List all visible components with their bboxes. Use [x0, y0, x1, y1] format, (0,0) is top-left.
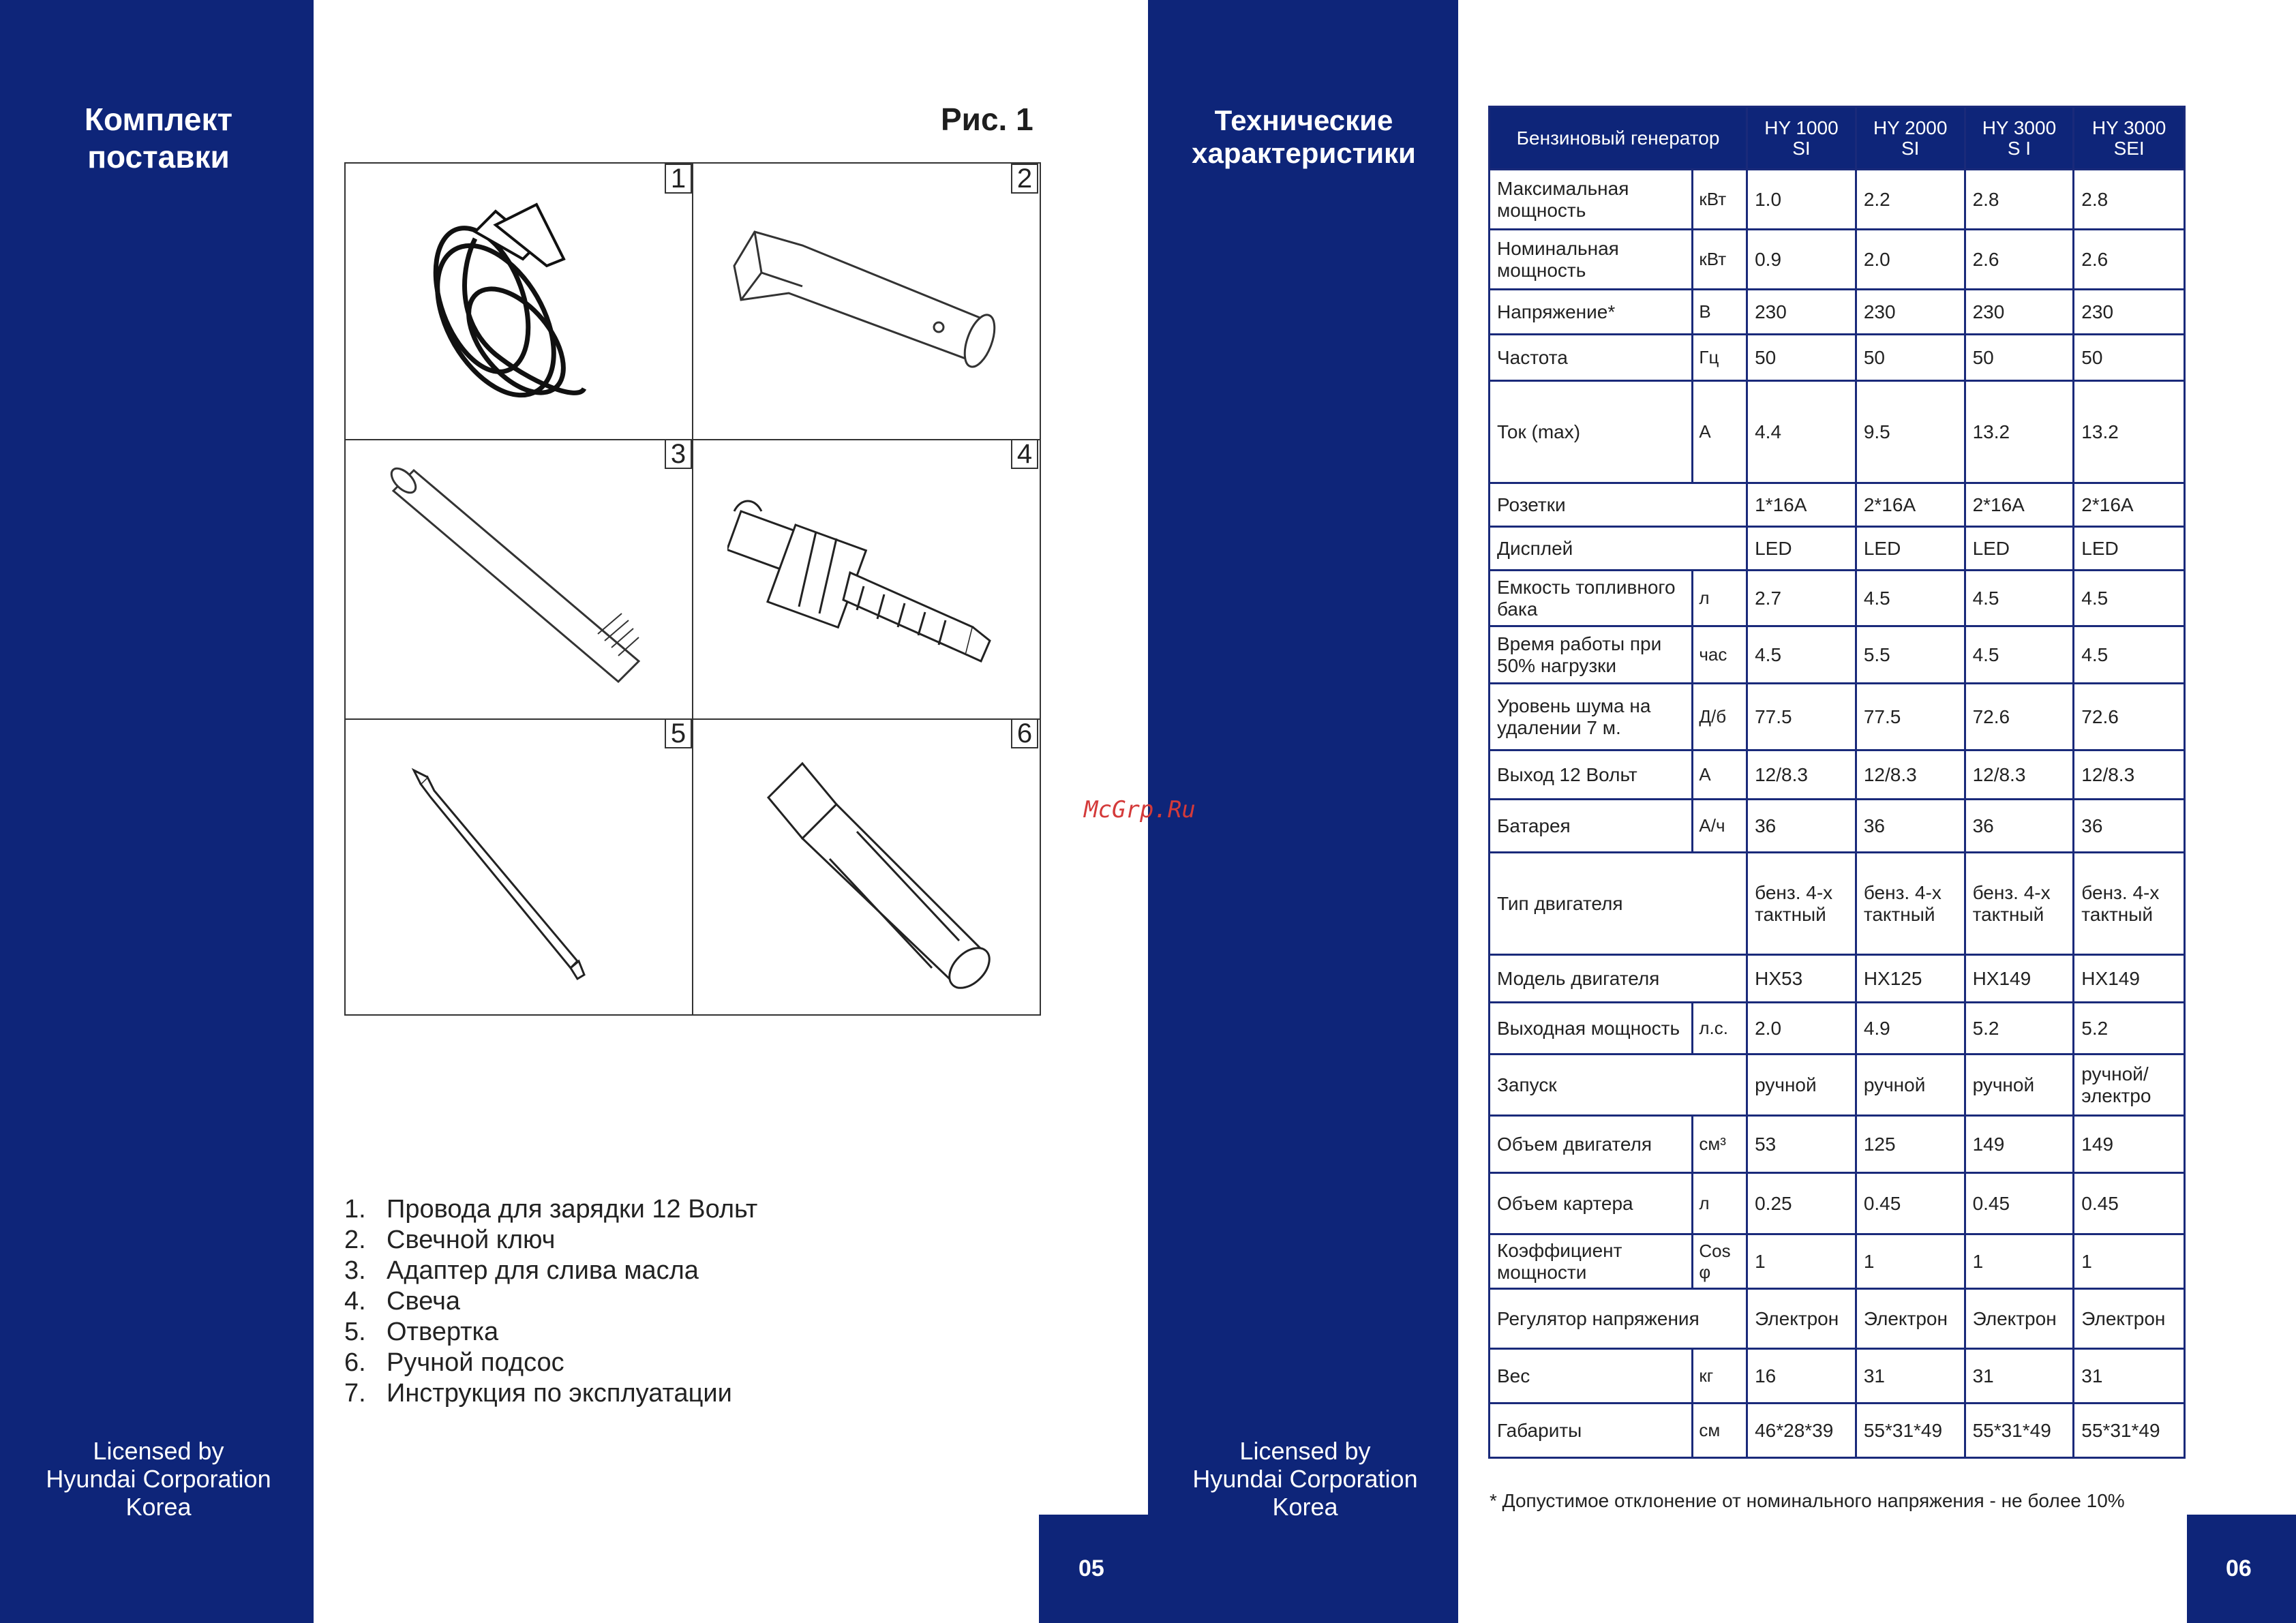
- value-cell: 72.6: [1965, 684, 2074, 750]
- value-cell: Электрон: [2074, 1289, 2185, 1349]
- right-section-title-line2: характеристики: [1192, 137, 1416, 169]
- param-cell: Розетки: [1490, 483, 1747, 527]
- value-cell: ручной: [1747, 1055, 1856, 1116]
- value-cell: 13.2: [1965, 381, 2074, 483]
- value-cell: 125: [1856, 1116, 1965, 1173]
- value-cell: 4.4: [1747, 381, 1856, 483]
- grid-divider-h1: [346, 439, 1040, 440]
- model-header: HY 1000 SI: [1747, 107, 1856, 170]
- value-cell: 1*16A: [1747, 483, 1856, 527]
- value-cell: бенз. 4-х тактный: [2074, 853, 2185, 955]
- unit-cell: А: [1693, 750, 1747, 800]
- value-cell: LED: [1856, 527, 1965, 571]
- value-cell: 0.45: [2074, 1173, 2185, 1234]
- value-cell: 50: [1856, 335, 1965, 381]
- param-cell: Вес: [1490, 1349, 1693, 1404]
- spark-plug-wrench-illustration: [727, 218, 1014, 395]
- unit-cell: Д/б: [1693, 684, 1747, 750]
- param-cell: Регулятор напряжения: [1490, 1289, 1747, 1349]
- list-item: 4. Свеча: [344, 1287, 461, 1316]
- value-cell: 1: [2074, 1234, 2185, 1289]
- left-sidebar: [0, 0, 314, 1623]
- value-cell: 31: [2074, 1349, 2185, 1404]
- value-cell: ручной: [1856, 1055, 1965, 1116]
- value-cell: 2.8: [1965, 170, 2074, 230]
- figure-number-2: 2: [1011, 164, 1038, 194]
- value-cell: 31: [1856, 1349, 1965, 1404]
- table-row: [1490, 335, 2185, 381]
- table-row: [1490, 1349, 2185, 1404]
- value-cell: 4.5: [2074, 626, 2185, 684]
- value-cell: бенз. 4-х тактный: [1965, 853, 2074, 955]
- table-row: [1490, 381, 2185, 483]
- param-cell: Объем двигателя: [1490, 1116, 1693, 1173]
- spark-plug-illustration: [727, 484, 1014, 675]
- value-cell: 55*31*49: [2074, 1404, 2185, 1458]
- figure-number-3: 3: [665, 439, 692, 469]
- value-cell: 5.2: [2074, 1003, 2185, 1055]
- param-cell: Батарея: [1490, 800, 1693, 853]
- value-cell: бенз. 4-х тактный: [1747, 853, 1856, 955]
- grid-divider-h2: [346, 718, 1040, 720]
- param-cell: Ток (max): [1490, 381, 1693, 483]
- table-row: [1490, 1289, 2185, 1349]
- value-cell: 9.5: [1856, 381, 1965, 483]
- value-cell: 12/8.3: [2074, 750, 2185, 800]
- unit-cell: Cos φ: [1693, 1234, 1747, 1289]
- table-row: [1490, 571, 2185, 626]
- value-cell: ручной/ электро: [2074, 1055, 2185, 1116]
- value-cell: 77.5: [1747, 684, 1856, 750]
- grid-divider-vertical: [692, 164, 693, 1014]
- model-header: HY 2000 SI: [1856, 107, 1965, 170]
- param-cell: Частота: [1490, 335, 1693, 381]
- right-page-number: 06: [2226, 1556, 2252, 1581]
- unit-cell: час: [1693, 626, 1747, 684]
- param-cell: Объем картера: [1490, 1173, 1693, 1234]
- value-cell: 2.0: [1747, 1003, 1856, 1055]
- param-cell: Тип двигателя: [1490, 853, 1747, 955]
- model-header: HY 3000 SEI: [2074, 107, 2185, 170]
- param-cell: Емкость топливного бака: [1490, 571, 1693, 626]
- unit-cell: Гц: [1693, 335, 1747, 381]
- table-row: [1490, 290, 2185, 335]
- figure-number-6: 6: [1011, 718, 1038, 748]
- value-cell: 2*16A: [1856, 483, 1965, 527]
- value-cell: 0.45: [1856, 1173, 1965, 1234]
- value-cell: Электрон: [1856, 1289, 1965, 1349]
- param-cell: Дисплей: [1490, 527, 1747, 571]
- left-license-text: [20, 1437, 297, 1521]
- license-line: Licensed by: [1239, 1437, 1371, 1465]
- unit-cell: л: [1693, 571, 1747, 626]
- screwdriver-illustration: [400, 757, 632, 988]
- value-cell: 230: [2074, 290, 2185, 335]
- value-cell: 12/8.3: [1747, 750, 1856, 800]
- param-cell: Выход 12 Вольт: [1490, 750, 1693, 800]
- value-cell: 149: [2074, 1116, 2185, 1173]
- figure-grid: [344, 162, 1041, 1016]
- right-section-title-line1: Технические: [1214, 104, 1393, 136]
- value-cell: 2.8: [2074, 170, 2185, 230]
- value-cell: 2.6: [2074, 230, 2185, 290]
- value-cell: 2.2: [1856, 170, 1965, 230]
- license-line: Hyundai Corporation: [1192, 1465, 1418, 1493]
- value-cell: 46*28*39: [1747, 1404, 1856, 1458]
- unit-cell: А: [1693, 381, 1747, 483]
- table-row: [1490, 853, 2185, 955]
- footnote: * Допустимое отклонение от номинального напряжения - не более 10%: [1490, 1490, 2125, 1511]
- value-cell: HX125: [1856, 955, 1965, 1003]
- table-row: [1490, 684, 2185, 750]
- table-row: [1490, 800, 2185, 853]
- value-cell: 4.5: [1965, 571, 2074, 626]
- value-cell: 31: [1965, 1349, 2074, 1404]
- list-item: 3. Адаптер для слива масла: [344, 1256, 699, 1285]
- left-section-title-line1: Комплект: [84, 102, 233, 137]
- unit-cell: А/ч: [1693, 800, 1747, 853]
- list-item: 1. Провода для зарядки 12 Вольт: [344, 1195, 758, 1224]
- value-cell: 36: [1747, 800, 1856, 853]
- value-cell: 50: [2074, 335, 2185, 381]
- value-cell: 1: [1965, 1234, 2074, 1289]
- value-cell: 53: [1747, 1116, 1856, 1173]
- value-cell: 4.5: [1856, 571, 1965, 626]
- value-cell: 0.45: [1965, 1173, 2074, 1234]
- value-cell: 1: [1856, 1234, 1965, 1289]
- value-cell: 55*31*49: [1856, 1404, 1965, 1458]
- unit-cell: кВт: [1693, 170, 1747, 230]
- value-cell: 4.5: [1747, 626, 1856, 684]
- value-cell: 230: [1965, 290, 2074, 335]
- charging-cables-illustration: [400, 184, 632, 416]
- value-cell: 2.0: [1856, 230, 1965, 290]
- value-cell: 72.6: [2074, 684, 2185, 750]
- right-section-title: [1173, 104, 1435, 170]
- value-cell: LED: [2074, 527, 2185, 571]
- figure-number-4: 4: [1011, 439, 1038, 469]
- value-cell: 2*16A: [1965, 483, 2074, 527]
- license-line: Korea: [1272, 1493, 1338, 1521]
- value-cell: 230: [1747, 290, 1856, 335]
- value-cell: 0.25: [1747, 1173, 1856, 1234]
- param-cell: Выходная мощность: [1490, 1003, 1693, 1055]
- param-cell: Запуск: [1490, 1055, 1747, 1116]
- value-cell: 36: [1965, 800, 2074, 853]
- unit-cell: см³: [1693, 1116, 1747, 1173]
- param-cell: Максимальная мощность: [1490, 170, 1693, 230]
- table-row: [1490, 955, 2185, 1003]
- value-cell: 2.6: [1965, 230, 2074, 290]
- value-cell: 4.9: [1856, 1003, 1965, 1055]
- table-row: [1490, 230, 2185, 290]
- value-cell: HX149: [2074, 955, 2185, 1003]
- param-cell: Уровень шума на удалении 7 м.: [1490, 684, 1693, 750]
- table-row: [1490, 1116, 2185, 1173]
- unit-cell: В: [1693, 290, 1747, 335]
- figure-number-1: 1: [665, 164, 692, 194]
- unit-cell: л.с.: [1693, 1003, 1747, 1055]
- table-row: [1490, 626, 2185, 684]
- list-item: 7. Инструкция по эксплуатации: [344, 1379, 732, 1408]
- unit-cell: л: [1693, 1173, 1747, 1234]
- spec-table: [1488, 106, 2186, 1459]
- list-item: 5. Отвертка: [344, 1318, 499, 1346]
- param-cell: Напряжение*: [1490, 290, 1693, 335]
- table-row: [1490, 1055, 2185, 1116]
- primer-bulb-illustration: [755, 750, 1014, 995]
- list-item: 6. Ручной подсос: [344, 1348, 564, 1377]
- value-cell: 1.0: [1747, 170, 1856, 230]
- left-page-number: 05: [1078, 1556, 1104, 1581]
- value-cell: 4.5: [2074, 571, 2185, 626]
- value-cell: LED: [1747, 527, 1856, 571]
- value-cell: 36: [2074, 800, 2185, 853]
- table-row: [1490, 1234, 2185, 1289]
- model-header: HY 3000 S I: [1965, 107, 2074, 170]
- value-cell: 4.5: [1965, 626, 2074, 684]
- param-cell: Габариты: [1490, 1404, 1693, 1458]
- figure-label: Рис. 1: [941, 102, 1033, 137]
- unit-cell: см: [1693, 1404, 1747, 1458]
- param-cell: Модель двигателя: [1490, 955, 1747, 1003]
- right-license-text: [1167, 1437, 1443, 1521]
- oil-drain-adapter-illustration: [387, 464, 659, 695]
- value-cell: 36: [1856, 800, 1965, 853]
- param-cell: Время работы при 50% нагрузки: [1490, 626, 1693, 684]
- table-header-row: [1490, 107, 2185, 170]
- table-row: [1490, 483, 2185, 527]
- watermark: McGrp.Ru: [1084, 796, 1196, 823]
- value-cell: 50: [1965, 335, 2074, 381]
- value-cell: 230: [1856, 290, 1965, 335]
- figure-number-5: 5: [665, 718, 692, 748]
- unit-cell: кг: [1693, 1349, 1747, 1404]
- spec-table-body: [1490, 170, 2185, 1458]
- value-cell: 0.9: [1747, 230, 1856, 290]
- left-section-title: [27, 101, 290, 176]
- value-cell: 55*31*49: [1965, 1404, 2074, 1458]
- value-cell: бенз. 4-х тактный: [1856, 853, 1965, 955]
- value-cell: ручной: [1965, 1055, 2074, 1116]
- value-cell: Электрон: [1747, 1289, 1856, 1349]
- value-cell: HX149: [1965, 955, 2074, 1003]
- value-cell: LED: [1965, 527, 2074, 571]
- value-cell: 1: [1747, 1234, 1856, 1289]
- value-cell: HX53: [1747, 955, 1856, 1003]
- param-cell: Коэффициент мощности: [1490, 1234, 1693, 1289]
- table-row: [1490, 1404, 2185, 1458]
- delivery-items-list: [344, 1194, 757, 1409]
- value-cell: 2*16A: [2074, 483, 2185, 527]
- value-cell: 12/8.3: [1856, 750, 1965, 800]
- list-item: 2. Свечной ключ: [344, 1226, 556, 1254]
- value-cell: 149: [1965, 1116, 2074, 1173]
- table-row: [1490, 750, 2185, 800]
- license-line: Licensed by: [93, 1437, 224, 1465]
- table-row: [1490, 527, 2185, 571]
- value-cell: 50: [1747, 335, 1856, 381]
- unit-cell: кВт: [1693, 230, 1747, 290]
- license-line: Hyundai Corporation: [46, 1465, 271, 1493]
- table-header-label: Бензиновый генератор: [1490, 107, 1747, 170]
- table-row: [1490, 170, 2185, 230]
- value-cell: 5.5: [1856, 626, 1965, 684]
- license-line: Korea: [125, 1493, 192, 1521]
- value-cell: 5.2: [1965, 1003, 2074, 1055]
- table-row: [1490, 1173, 2185, 1234]
- value-cell: 2.7: [1747, 571, 1856, 626]
- table-row: [1490, 1003, 2185, 1055]
- left-section-title-line2: поставки: [87, 139, 230, 175]
- value-cell: Электрон: [1965, 1289, 2074, 1349]
- value-cell: 16: [1747, 1349, 1856, 1404]
- param-cell: Номинальная мощность: [1490, 230, 1693, 290]
- value-cell: 77.5: [1856, 684, 1965, 750]
- value-cell: 13.2: [2074, 381, 2185, 483]
- value-cell: 12/8.3: [1965, 750, 2074, 800]
